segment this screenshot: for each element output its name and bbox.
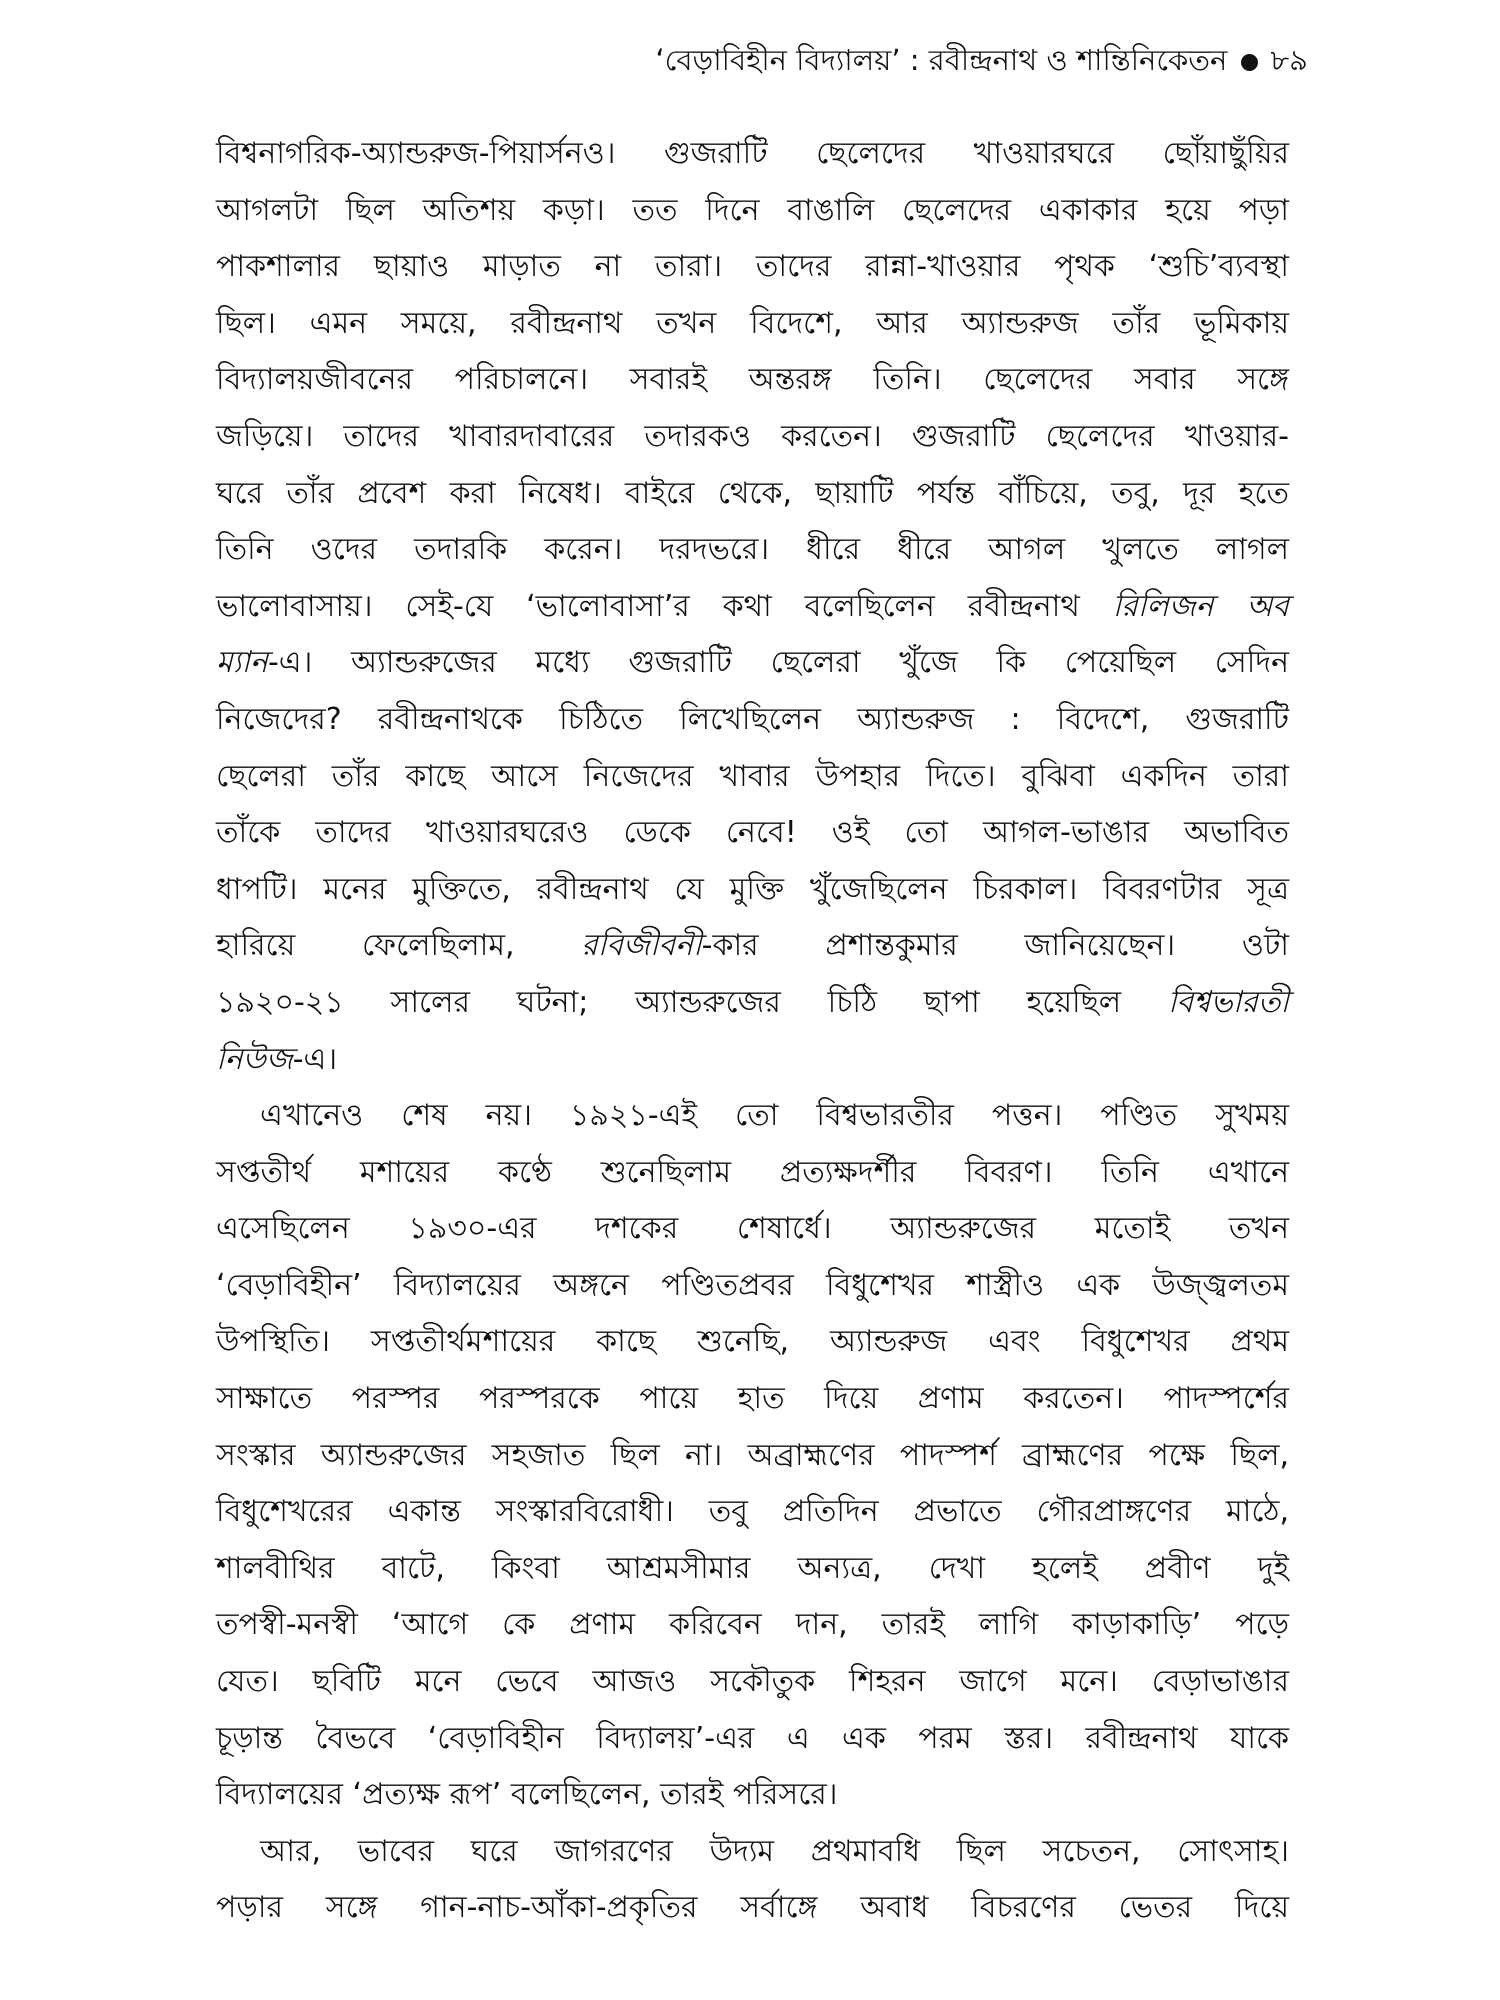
text-line: আগলটা ছিল অতিশয় কড়া। তত দিনে বাঙালি ছেলেদের একাকার হয়ে পড়া (216, 192, 1289, 228)
text-line: যেত। ছবিটি মনে ভেবে আজও সকৌতুক শিহরন জাগে মনে। বেড়াভাঙার (216, 1664, 1289, 1700)
text-line: চূড়ান্ত বৈভবে ‘বেড়াবিহীন বিদ্যালয়’-এর এ এক পরম স্তর। রবীন্দ্রনাথ যাকে (216, 1720, 1289, 1756)
text-line: তাঁকে তাদের খাওয়ারঘরেও ডেকে নেবে! ওই তো আগল-ভাঙার অভাবিত (216, 815, 1289, 851)
text-line: হারিয়ে ফেলেছিলাম, রবিজীবনী-কার প্রশান্তকুমার জানিয়েছেন। ওটা (216, 928, 1289, 964)
book-title-italic: নিউজ (216, 1041, 293, 1077)
text-line: বিদ্যালয়ের ‘প্রত্যক্ষ রূপ’ বলেছিলেন, তারই পরিসরে। (216, 1777, 838, 1813)
running-header (655, 38, 1308, 86)
text-line: ধাপটি। মনের মুক্তিতে, রবীন্দ্রনাথ যে মুক্তি খুঁজেছিলেন চিরকাল। বিবরণটার সূত্র (216, 871, 1289, 907)
text-line: বিদ্যালয়জীবনের পরিচালনে। সবারই অন্তরঙ্গ তিনি। ছেলেদের সবার সঙ্গে (216, 362, 1289, 398)
text-line: শালবীথির বাটে, কিংবা আশ্রমসীমার অন্যত্র, দেখা হলেই প্রবীণ দুই (216, 1550, 1289, 1586)
book-title-italic: ম্যান (216, 645, 268, 681)
body-text (216, 126, 1289, 1937)
text-line: উপস্থিতি। সপ্ততীর্থমশায়ের কাছে শুনেছি, অ্যান্ডরুজ এবং বিধুশেখর প্রথম (216, 1324, 1289, 1360)
text-line: তিনি ওদের তদারকি করেন। দরদভরে। ধীরে ধীরে আগল খুলতে লাগল (216, 532, 1289, 568)
text-line: ভালোবাসায়। সেই-যে ‘ভালোবাসা’র কথা বলেছিলেন রবীন্দ্রনাথ রিলিজন অব (216, 588, 1289, 624)
text-line: ১৯২০-২১ সালের ঘটনা; অ্যান্ডরুজের চিঠি ছাপা হয়েছিল বিশ্বভারতী (216, 984, 1289, 1020)
book-title-italic: রবিজীবনী (581, 928, 702, 964)
text-line: ঘরে তাঁর প্রবেশ করা নিষেধ। বাইরে থেকে, ছায়াটি পর্যন্ত বাঁচিয়ে, তবু, দূর হতে (216, 475, 1289, 511)
text-line: বিধুশেখরের একান্ত সংস্কারবিরোধী। তবু প্রতিদিন প্রভাতে গৌরপ্রাঙ্গণের মাঠে, (216, 1494, 1289, 1530)
text-line: বিশ্বনাগরিক-অ্যান্ডরুজ-পিয়ার্সনও। গুজরাটি ছেলেদের খাওয়ারঘরে ছোঁয়াছুঁয়ির (216, 136, 1289, 171)
book-title-italic: রিলিজন অব (1112, 588, 1289, 624)
text-line: জড়িয়ে। তাদের খাবারদাবারের তদারকও করতেন। গুজরাটি ছেলেদের খাওয়ার- (216, 418, 1289, 454)
paragraph-start-line: এখানেও শেষ নয়। ১৯২১-এই তো বিশ্বভারতীর পত্তন। পণ্ডিত সুখময় (260, 1098, 1289, 1134)
text-line: সপ্ততীর্থ মশায়ের কণ্ঠে শুনেছিলাম প্রত্যক্ষদর্শীর বিবরণ। তিনি এখানে (216, 1154, 1289, 1190)
paragraph-start-line: আর, ভাবের ঘরে জাগরণের উদ্যম প্রথমাবধি ছিল সচেতন, সোৎসাহ। (260, 1833, 1289, 1869)
text-line: সাক্ষাতে পরস্পর পরস্পরকে পায়ে হাত দিয়ে প্রণাম করতেন। পাদস্পর্শের (216, 1381, 1289, 1417)
book-title-italic: বিশ্বভারতী (1167, 984, 1289, 1020)
text-line: নিউজ-এ। (216, 1041, 338, 1077)
text-line: পাকশালার ছায়াও মাড়াত না তারা। তাদের রান্না-খাওয়ার পৃথক ‘শুচি’ব্যবস্থা (216, 249, 1289, 285)
text-line: নিজেদের? রবীন্দ্রনাথকে চিঠিতে লিখেছিলেন অ্যান্ডরুজ : বিদেশে, গুজরাটি (216, 701, 1289, 737)
running-title: ‘বেড়াবিহীন বিদ্যালয়’ : রবীন্দ্রনাথ ও শান্তিনিকেতন (655, 42, 1228, 77)
text-line: ছেলেরা তাঁর কাছে আসে নিজেদের খাবার উপহার দিতে। বুঝিবা একদিন তারা (216, 758, 1289, 794)
text-line: তপস্বী-মনস্বী ‘আগে কে প্রণাম করিবেন দান, তারই লাগি কাড়াকাড়ি’ পড়ে (216, 1607, 1289, 1643)
text-line: সংস্কার অ্যান্ডরুজের সহজাত ছিল না। অব্রাহ্মণের পাদস্পর্শ ব্রাহ্মণের পক্ষে ছিল, (216, 1437, 1289, 1473)
text-line: এসেছিলেন ১৯৩০-এর দশকের শেষার্ধে। অ্যান্ডরুজের মতোই তখন (216, 1211, 1289, 1247)
text-line: ম্যান-এ। অ্যান্ডরুজের মধ্যে গুজরাটি ছেলেরা খুঁজে কি পেয়েছিল সেদিন (216, 645, 1289, 681)
page-number: ৮৯ (1270, 42, 1308, 77)
bullet-icon (1241, 54, 1258, 71)
text-line: ‘বেড়াবিহীন’ বিদ্যালয়ের অঙ্গনে পণ্ডিতপ্রবর বিধুশেখর শাস্ত্রীও এক উজ্জ্বলতম (216, 1267, 1289, 1303)
text-line: পড়ার সঙ্গে গান-নাচ-আঁকা-প্রকৃতির সর্বাঙ্গে অবাধ বিচরণের ভেতর দিয়ে (216, 1890, 1289, 1926)
text-line: ছিল। এমন সময়ে, রবীন্দ্রনাথ তখন বিদেশে, আর অ্যান্ডরুজ তাঁর ভূমিকায় (216, 305, 1289, 341)
